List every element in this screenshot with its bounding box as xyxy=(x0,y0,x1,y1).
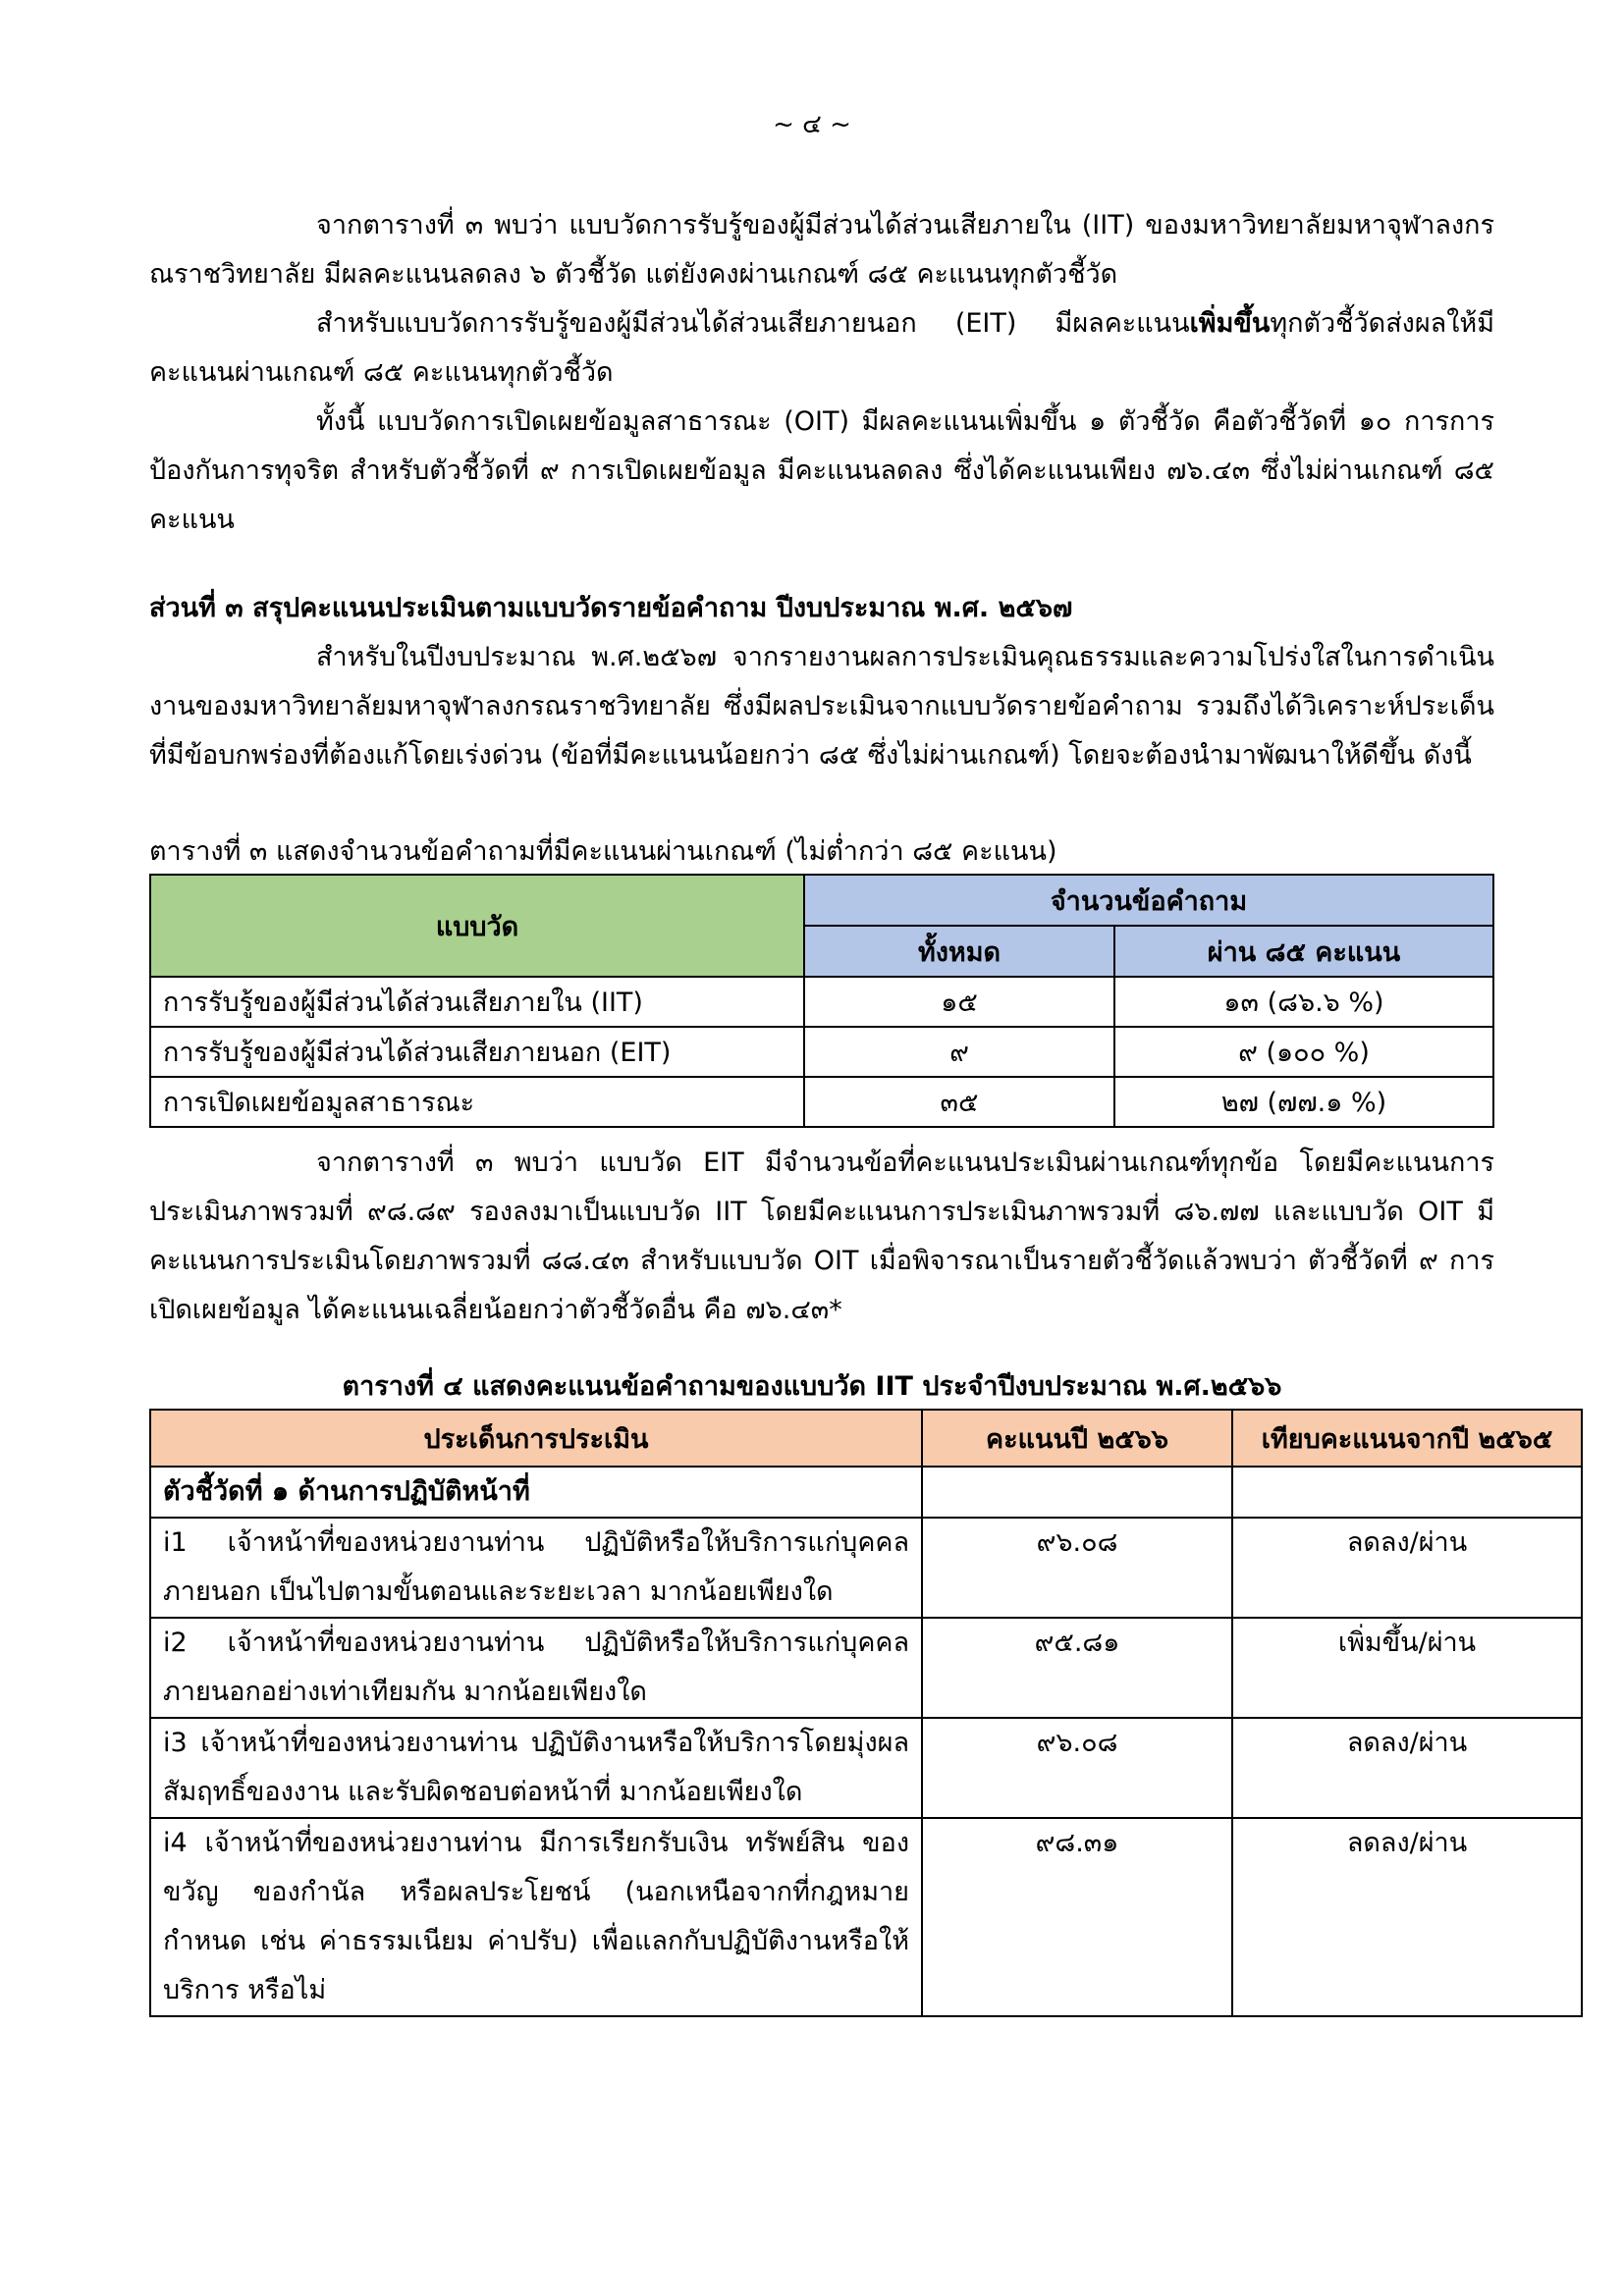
table-4-cell-question: i1 เจ้าหน้าที่ของหน่วยงานท่าน ปฏิบัติหรือให้บริการแก่บุคคลภายนอก เป็นไปตามขั้นตอนและระยะเวลา มากน้อยเพียงใด xyxy=(150,1518,922,1618)
table-4 xyxy=(149,1409,1583,2017)
table-row xyxy=(150,1718,1582,1818)
table-4-header-compare: เทียบคะแนนจากปี ๒๕๖๕ xyxy=(1232,1410,1582,1467)
table-3-cell-measure: การรับรู้ของผู้มีส่วนได้ส่วนเสียภายนอก (EIT) xyxy=(150,1027,804,1077)
table-4-cell-score: ๙๖.๐๘ xyxy=(922,1518,1232,1618)
table-row xyxy=(150,1027,1493,1077)
intro-paragraph-2-b: ทุกตัวชี้วัดส่งผลให้มีคะแนนผ่านเกณฑ์ ๘๕ คะแนนทุกตัวชี้วัด xyxy=(149,308,1494,388)
table-3-cell-total: ๓๕ xyxy=(804,1077,1114,1127)
table-4-header-score: คะแนนปี ๒๕๖๖ xyxy=(922,1410,1232,1467)
table-row xyxy=(150,1818,1582,2016)
table-4-cell-score: ๙๕.๘๑ xyxy=(922,1618,1232,1718)
table-4-header-issue: ประเด็นการประเมิน xyxy=(150,1410,922,1467)
table-4-caption: ตารางที่ ๔ แสดงคะแนนข้อคำถามของแบบวัด IIT ประจำปีงบประมาณ พ.ศ.๒๕๖๖ xyxy=(342,1371,1282,1402)
table-4-cell-question: i4 เจ้าหน้าที่ของหน่วยงานท่าน มีการเรียกรับเงิน ทรัพย์สิน ของขวัญ ของกำนัล หรือผลประโยชน์ (นอกเหนือจากที่กฎหมายกำหนด เช่น ค่าธรรมเนียม ค่าปรับ) เพื่อแลกกับปฏิบัติงานหรือให้บริการ หรือไม่ xyxy=(150,1818,922,2016)
table-3-cell-pass: ๒๗ (๗๗.๑ %) xyxy=(1114,1077,1493,1127)
table-row xyxy=(150,1618,1582,1718)
table-4-cell-compare: ลดลง/ผ่าน xyxy=(1232,1518,1582,1618)
section-3-heading: ส่วนที่ ๓ สรุปคะแนนประเมินตามแบบวัดรายข้อคำถาม ปีงบประมาณ พ.ศ. ๒๕๖๗ xyxy=(149,593,1073,623)
table-3-header-pass: ผ่าน ๘๕ คะแนน xyxy=(1114,926,1493,977)
table-3-header-measure: แบบวัด xyxy=(150,875,804,977)
table-3-cell-total: ๙ xyxy=(804,1027,1114,1077)
after-table-3-paragraph: จากตารางที่ ๓ พบว่า แบบวัด EIT มีจำนวนข้อที่คะแนนประเมินผ่านเกณฑ์ทุกข้อ โดยมีคะแนนการประเมินภาพรวมที่ ๙๘.๘๙ รองลงมาเป็นแบบวัด IIT โดยมีคะแนนการประเมินภาพรวมที่ ๘๖.๗๗ และแบบวัด OIT มีคะแนนการประเมินโดยภาพรวมที่ ๘๘.๔๓ สำหรับแบบวัด OIT เมื่อพิจารณาเป็นรายตัวชี้วัดแล้วพบว่า ตัวชี้วัดที่ ๙ การเปิดเผยข้อมูล ได้คะแนนเฉลี่ยน้อยกว่าตัวชี้วัดอื่น คือ ๗๖.๔๓* xyxy=(149,1148,1494,1325)
table-3 xyxy=(149,874,1494,1128)
table-row xyxy=(150,1467,1582,1518)
table-4-cell-compare: เพิ่มขึ้น/ผ่าน xyxy=(1232,1618,1582,1718)
section-3-paragraph: สำหรับในปีงบประมาณ พ.ศ.๒๕๖๗ จากรายงานผลการประเมินคุณธรรมและความโปร่งใสในการดำเนินงานของมหาวิทยาลัยมหาจุฬาลงกรณราชวิทยาลัย ซึ่งมีผลประเมินจากแบบวัดรายข้อคำถาม รวมถึงได้วิเคราะห์ประเด็นที่มีข้อบกพร่องที่ต้องแก้โดยเร่งด่วน (ข้อที่มีคะแนนน้อยกว่า ๘๕ ซึ่งไม่ผ่านเกณฑ์) โดยจะต้องนำมาพัฒนาให้ดีขึ้น ดังนี้ xyxy=(149,642,1494,771)
table-4-cell-empty xyxy=(922,1467,1232,1518)
table-3-caption: ตารางที่ ๓ แสดงจำนวนข้อคำถามที่มีคะแนนผ่านเกณฑ์ (ไม่ต่ำกว่า ๘๕ คะแนน) xyxy=(149,836,1057,867)
intro-paragraph-1: จากตารางที่ ๓ พบว่า แบบวัดการรับรู้ของผู้มีส่วนได้ส่วนเสียภายใน (IIT) ของมหาวิทยาลัยมหาจุฬาลงกรณราชวิทยาลัย มีผลคะแนนลดลง ๖ ตัวชี้วัด แต่ยังคงผ่านเกณฑ์ ๘๕ คะแนนทุกตัวชี้วัด xyxy=(149,210,1494,290)
after-table-3-section xyxy=(149,1139,1494,1335)
table-4-indicator: ตัวชี้วัดที่ ๑ ด้านการปฏิบัติหน้าที่ xyxy=(150,1467,922,1518)
table-3-header-count: จำนวนข้อคำถาม xyxy=(804,875,1493,926)
intro-paragraph-2-bold: เพิ่มขึ้น xyxy=(1189,308,1271,339)
table-3-cell-measure: การเปิดเผยข้อมูลสาธารณะ xyxy=(150,1077,804,1127)
table-3-cell-pass: ๙ (๑๐๐ %) xyxy=(1114,1027,1493,1077)
table-4-cell-question: i3 เจ้าหน้าที่ของหน่วยงานท่าน ปฏิบัติงานหรือให้บริการโดยมุ่งผลสัมฤทธิ์ของงาน และรับผิดชอบต่อหน้าที่ มากน้อยเพียงใด xyxy=(150,1718,922,1818)
table-3-header-total: ทั้งหมด xyxy=(804,926,1114,977)
table-4-cell-score: ๙๘.๓๑ xyxy=(922,1818,1232,2016)
table-3-cell-total: ๑๕ xyxy=(804,977,1114,1027)
table-row xyxy=(150,977,1493,1027)
intro-paragraph-2-a: สำหรับแบบวัดการรับรู้ของผู้มีส่วนได้ส่วนเสียภายนอก (EIT) มีผลคะแนน xyxy=(316,308,1190,339)
table-row xyxy=(150,1518,1582,1618)
intro-paragraph-2 xyxy=(149,299,1494,398)
table-4-cell-score: ๙๖.๐๘ xyxy=(922,1718,1232,1818)
page-number: ~ ๔ ~ xyxy=(773,110,851,139)
section-3 xyxy=(149,584,1494,780)
table-4-cell-question: i2 เจ้าหน้าที่ของหน่วยงานท่าน ปฏิบัติหรือให้บริการแก่บุคคลภายนอกอย่างเท่าเทียมกัน มากน้อยเพียงใด xyxy=(150,1618,922,1718)
table-row xyxy=(150,1077,1493,1127)
table-4-cell-compare: ลดลง/ผ่าน xyxy=(1232,1818,1582,2016)
intro-section xyxy=(149,201,1494,545)
table-3-cell-pass: ๑๓ (๘๖.๖ %) xyxy=(1114,977,1493,1027)
table-3-cell-measure: การรับรู้ของผู้มีส่วนได้ส่วนเสียภายใน (IIT) xyxy=(150,977,804,1027)
table-4-cell-compare: ลดลง/ผ่าน xyxy=(1232,1718,1582,1818)
intro-paragraph-3: ทั้งนี้ แบบวัดการเปิดเผยข้อมูลสาธารณะ (OIT) มีผลคะแนนเพิ่มขึ้น ๑ ตัวชี้วัด คือตัวชี้วัดที่ ๑๐ การการป้องกันการทุจริต สำหรับตัวชี้วัดที่ ๙ การเปิดเผยข้อมูล มีคะแนนลดลง ซึ่งได้คะแนนเพียง ๗๖.๔๓ ซึ่งไม่ผ่านเกณฑ์ ๘๕ คะแนน xyxy=(149,406,1494,535)
table-4-cell-empty xyxy=(1232,1467,1582,1518)
